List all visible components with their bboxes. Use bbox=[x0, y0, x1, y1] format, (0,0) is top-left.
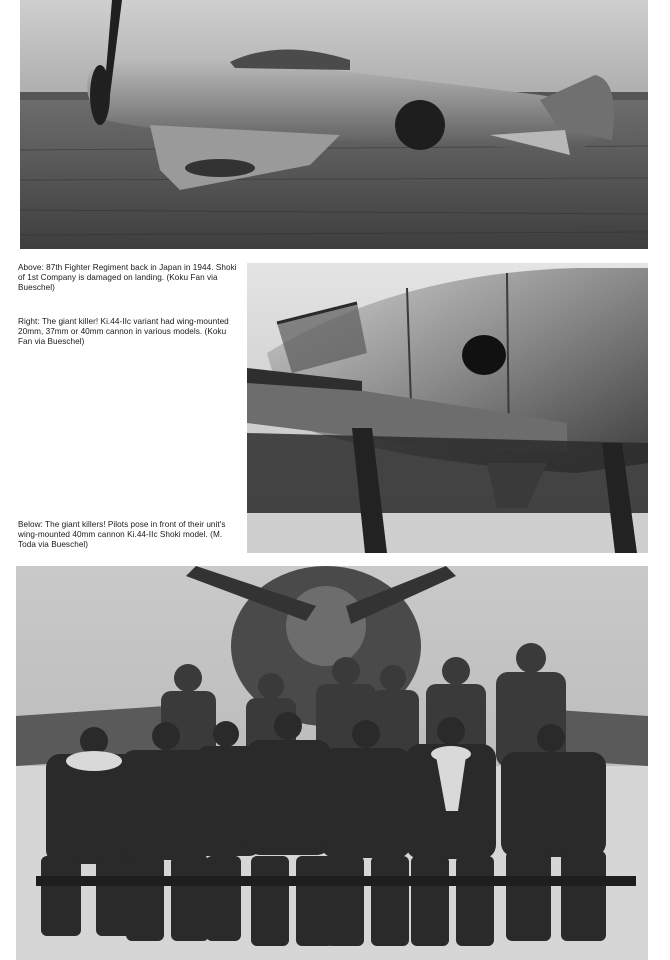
caption-right: Right: The giant killer! Ki.44-IIc variant had wing-mounted 20mm, 37mm or 40mm cannon in various models. (Koku Fan via Bueschel) bbox=[18, 317, 229, 346]
caption-below: Below: The giant killers! Pilots pose in front of their unit's wing-mounted 40mm cannon Ki.44-IIc Shoki model. (M. Toda via Bueschel) bbox=[18, 520, 226, 549]
photo-aircraft-closeup bbox=[247, 263, 648, 553]
photo-damaged-aircraft bbox=[20, 0, 648, 249]
caption-above: Above: 87th Fighter Regiment back in Japan in 1944. Shoki of 1st Company is damaged on landing. (Koku Fan via Bueschel) bbox=[18, 263, 237, 292]
photo-pilots-group bbox=[16, 566, 648, 960]
